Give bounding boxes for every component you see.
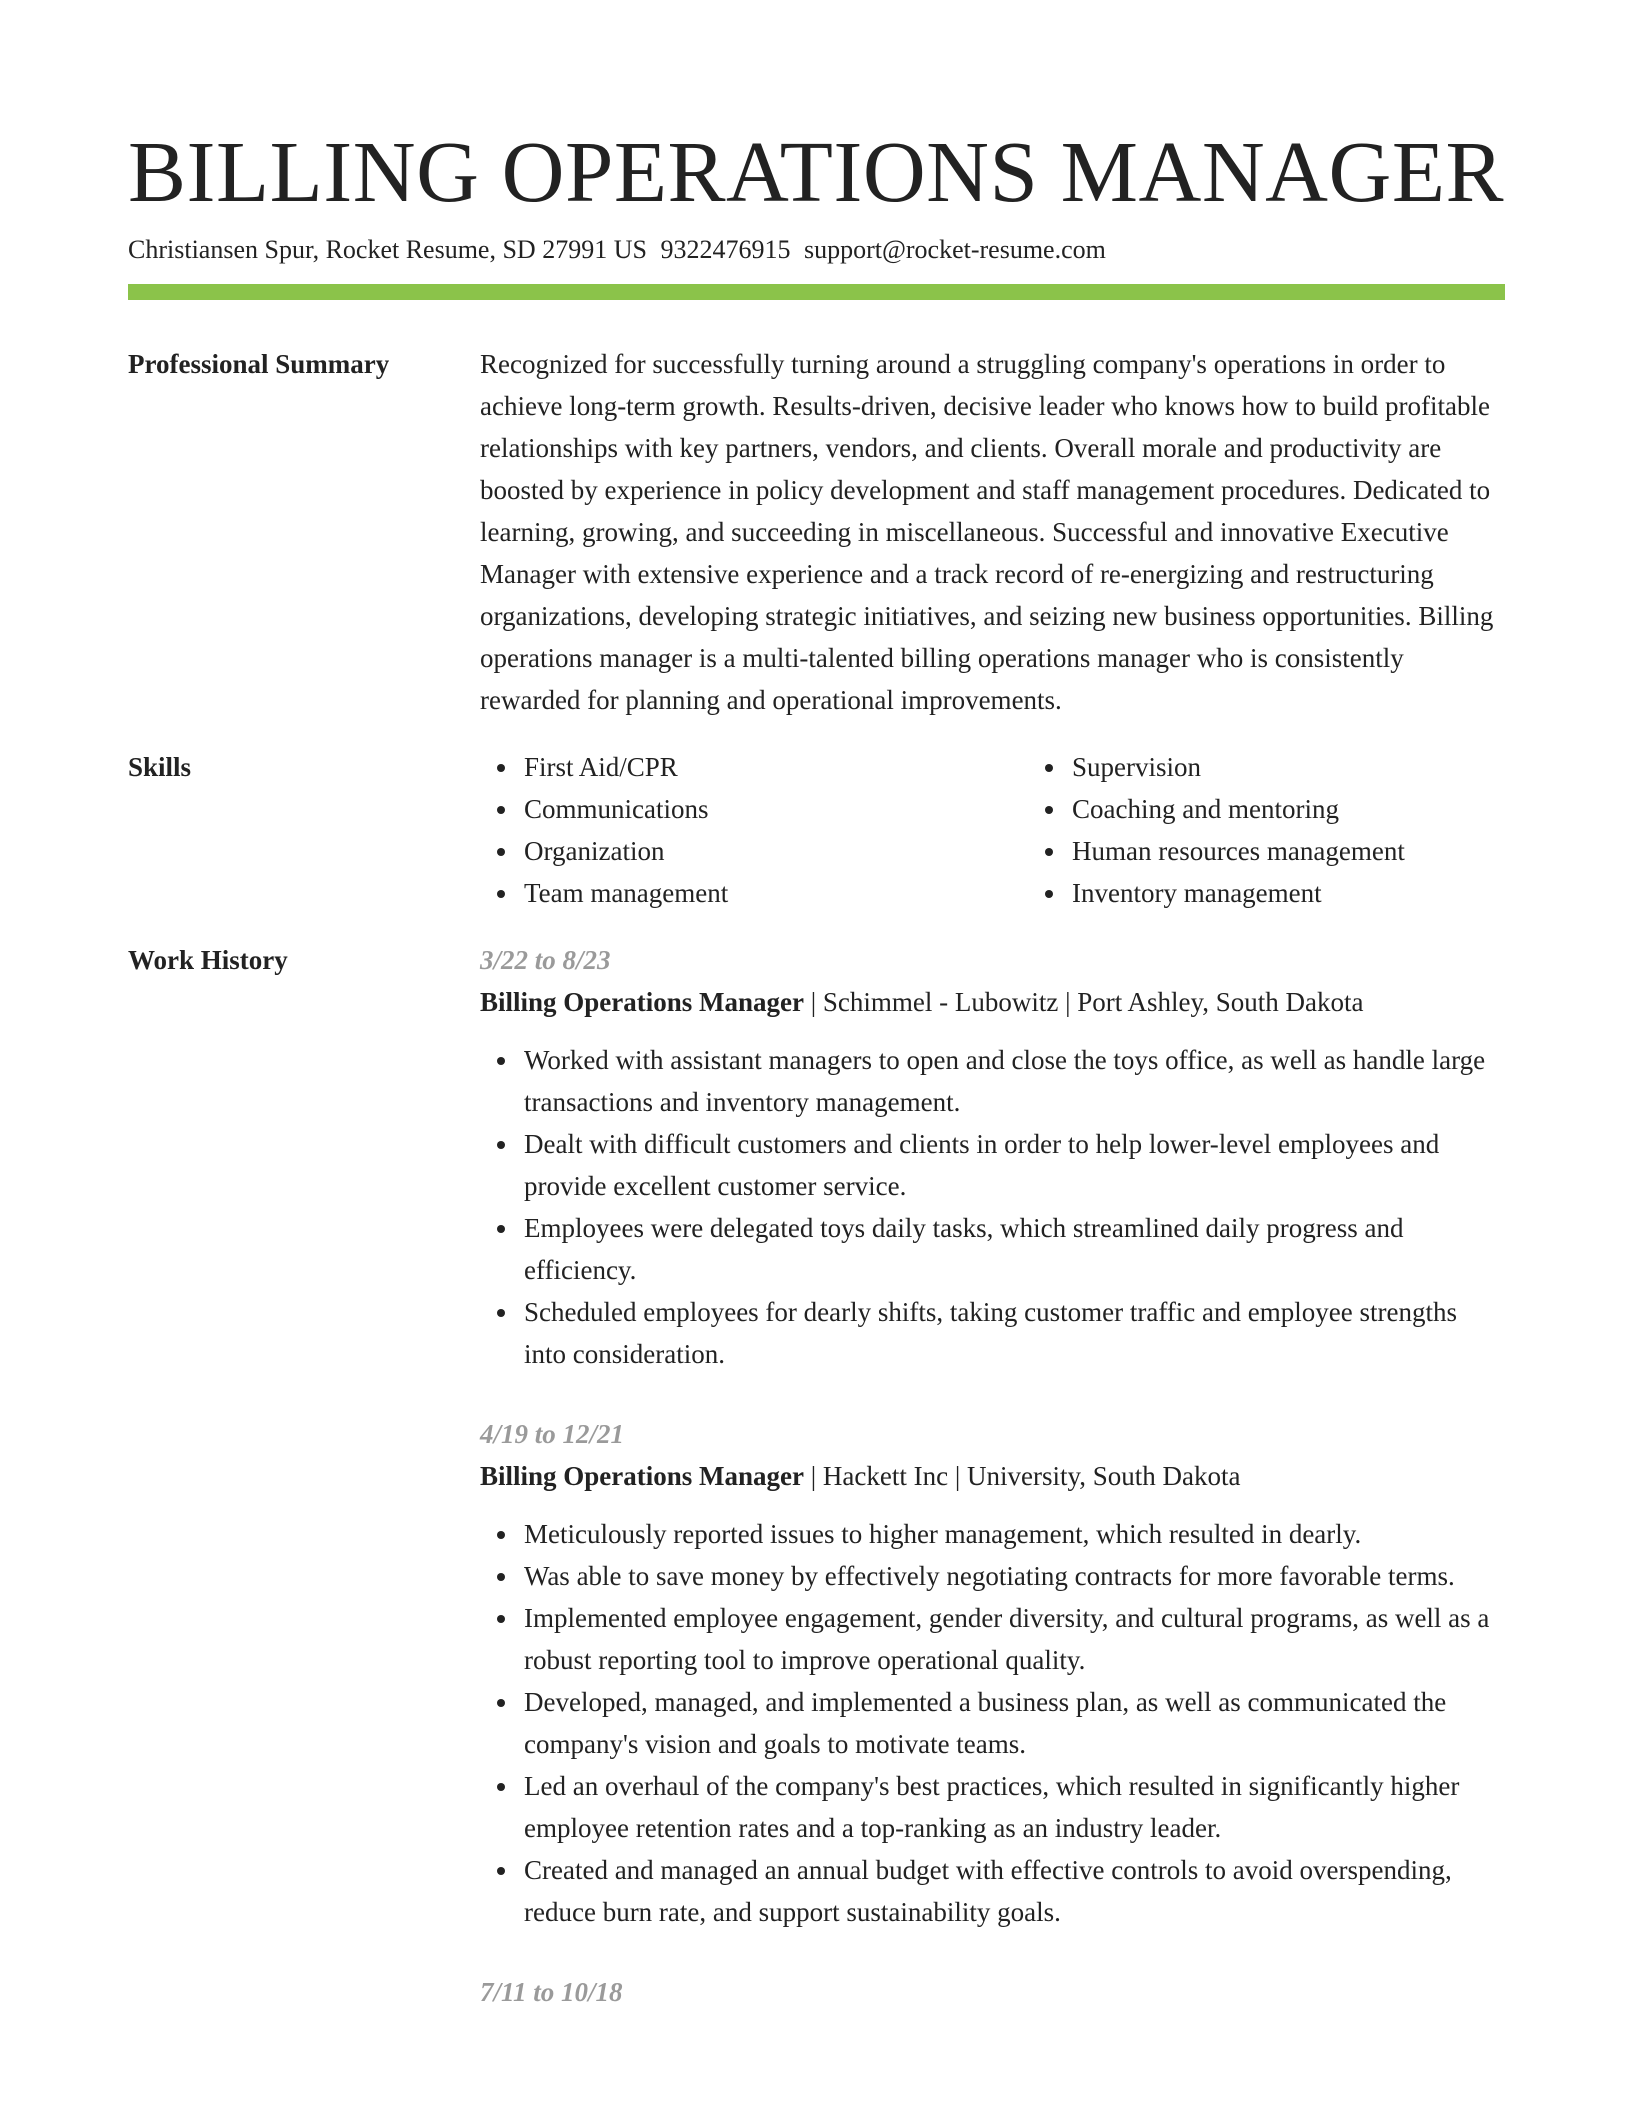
skill-item: Communications xyxy=(524,788,1028,830)
header-divider xyxy=(128,284,1505,300)
job-duty-item: Implemented employee engagement, gender diversity, and cultural programs, as well as a robust reporting tool to improve operational quality. xyxy=(524,1597,1505,1681)
job-dates: 4/19 to 12/21 xyxy=(480,1419,625,1449)
job-duty-item: Employees were delegated toys daily tasks, which streamlined daily progress and efficiency. xyxy=(524,1207,1505,1291)
section-title-summary: Professional Summary xyxy=(128,349,390,379)
job-entry xyxy=(480,1413,1505,1933)
job-duties-list xyxy=(480,1513,1505,1933)
professional-summary-section xyxy=(128,350,1505,721)
skills-section xyxy=(128,753,1505,914)
resume-page xyxy=(128,0,1505,2051)
job-duty-item: Was able to save money by effectively negotiating contracts for more favorable terms. xyxy=(524,1555,1505,1597)
skill-item: Human resources management xyxy=(1072,830,1512,872)
job-title: Billing Operations Manager xyxy=(480,987,804,1017)
skill-item: Organization xyxy=(524,830,1028,872)
skill-item: Coaching and mentoring xyxy=(1072,788,1512,830)
section-title-work-history: Work History xyxy=(128,945,288,975)
job-duty-item: Meticulously reported issues to higher management, which resulted in dearly. xyxy=(524,1513,1505,1555)
work-history-section xyxy=(128,946,1505,2051)
job-heading xyxy=(480,981,1505,1023)
job-entry xyxy=(480,1971,1505,2013)
skill-item: First Aid/CPR xyxy=(524,746,1028,788)
job-duty-item: Dealt with difficult customers and clients in order to help lower-level employees and provide excellent customer service. xyxy=(524,1123,1505,1207)
summary-text: Recognized for successfully turning around a struggling company's operations in order to achieve long-term growth. Results-driven, decisive leader who knows how to build profitable relationships with key partners, vendors, and clients. Overall morale and productivity are boosted by experience in policy development and staff management procedures. Dedicated to learning, growing, and succeeding in miscellaneous. Successful and innovative Executive Manager with extensive experience and a track record of re-energizing and restructuring organizations, developing strategic initiatives, and seizing new business opportunities. Billing operations manager is a multi-talented billing operations manager who is consistently rewarded for planning and operational improvements. xyxy=(480,349,1494,715)
skill-item: Team management xyxy=(524,872,1028,914)
skills-list-right xyxy=(1028,746,1512,914)
page-title: BILLING OPERATIONS MANAGER xyxy=(128,123,1504,220)
job-heading xyxy=(480,1455,1505,1497)
job-duty-item: Developed, managed, and implemented a business plan, as well as communicated the company's vision and goals to motivate teams. xyxy=(524,1681,1505,1765)
job-duty-item: Created and managed an annual budget with effective controls to avoid overspending, reduce burn rate, and support sustainability goals. xyxy=(524,1849,1505,1933)
contact-line xyxy=(128,234,1505,266)
job-entry xyxy=(480,939,1505,1375)
job-duty-item: Led an overhaul of the company's best practices, which resulted in significantly higher employee retention rates and a top-ranking as an industry leader. xyxy=(524,1765,1505,1849)
address-text: Christiansen Spur, Rocket Resume, SD 27991 US xyxy=(128,235,647,264)
skill-item: Supervision xyxy=(1072,746,1512,788)
job-duties-list xyxy=(480,1039,1505,1375)
skills-list-left xyxy=(480,746,1028,914)
skill-item: Inventory management xyxy=(1072,872,1512,914)
job-dates: 7/11 to 10/18 xyxy=(480,1977,623,2007)
job-company-location: | Hackett Inc | University, South Dakota xyxy=(804,1461,1241,1491)
email-link[interactable]: support@rocket-resume.com xyxy=(803,235,1106,264)
job-company-location: | Schimmel - Lubowitz | Port Ashley, South Dakota xyxy=(804,987,1364,1017)
job-dates: 3/22 to 8/23 xyxy=(480,945,611,975)
job-duty-item: Worked with assistant managers to open and close the toys office, as well as handle large transactions and inventory management. xyxy=(524,1039,1505,1123)
job-duty-item: Scheduled employees for dearly shifts, taking customer traffic and employee strengths into consideration. xyxy=(524,1291,1505,1375)
section-title-skills: Skills xyxy=(128,752,192,782)
job-title: Billing Operations Manager xyxy=(480,1461,804,1491)
phone-text: 9322476915 xyxy=(660,235,791,264)
